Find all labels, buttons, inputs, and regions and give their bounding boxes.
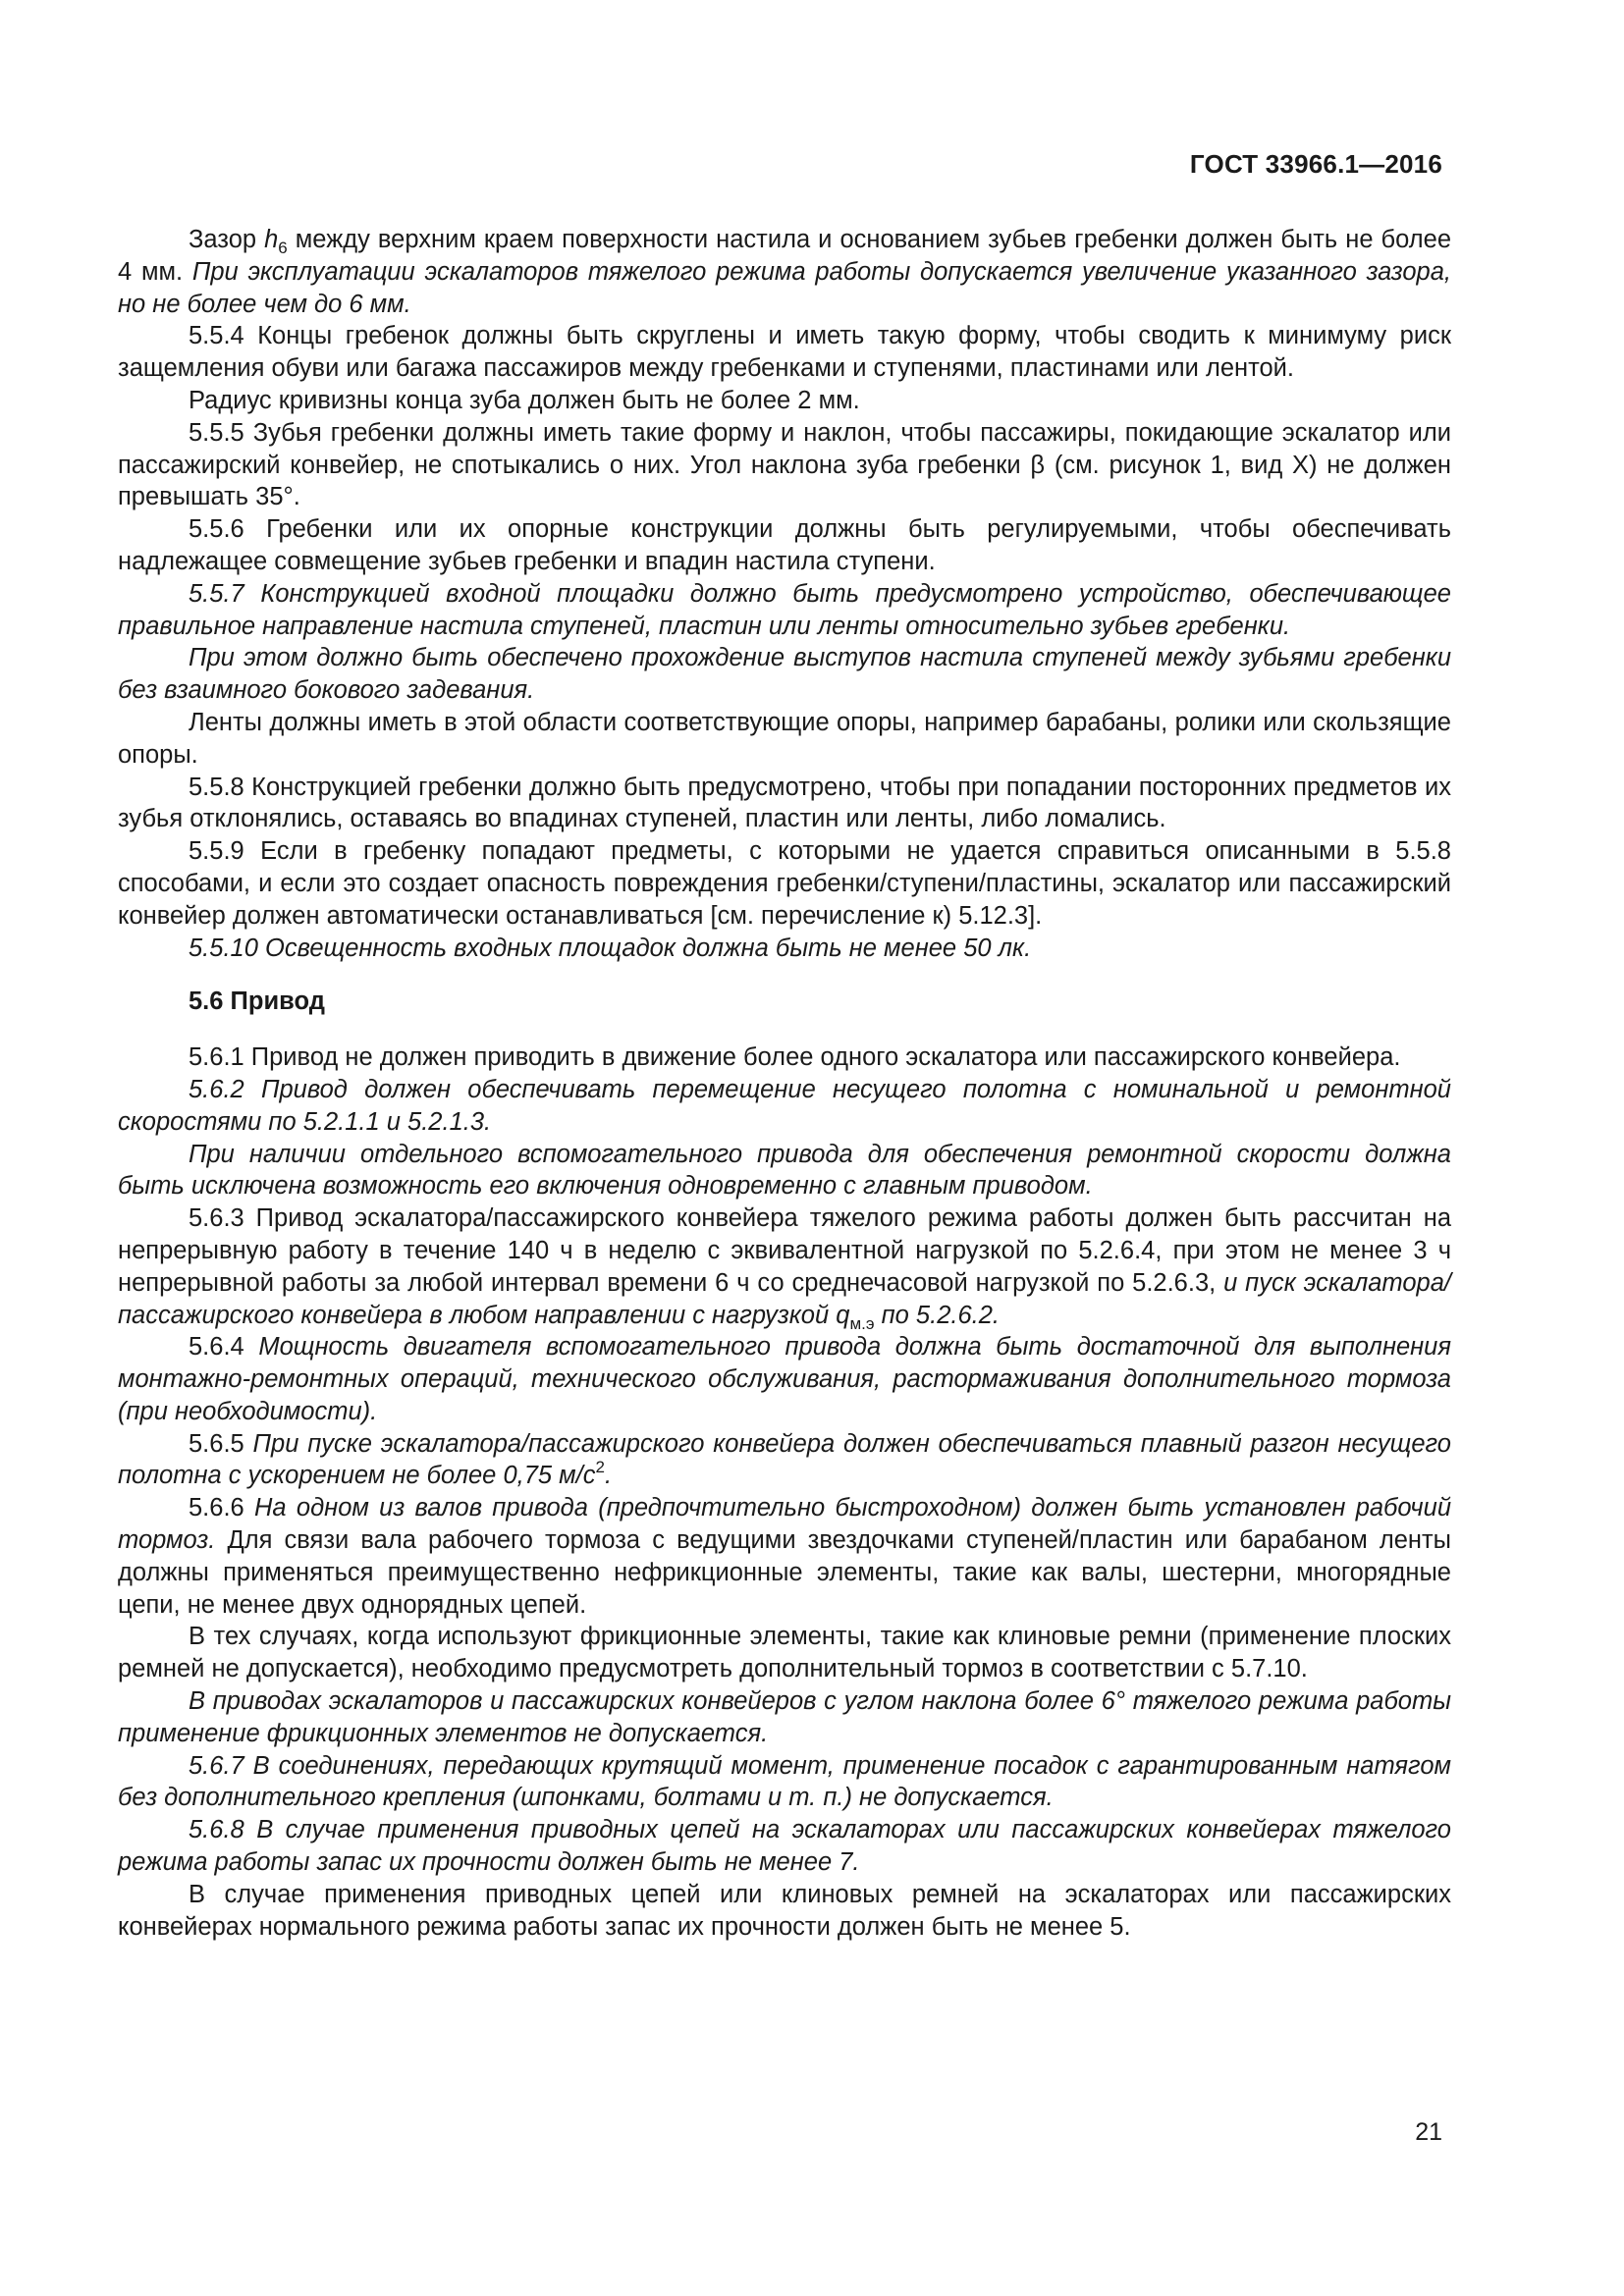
- italic-text-run: На одном из валов привода (предпочтительно быстроходном) должен быть установлен рабочий тормоз.: [118, 1494, 1451, 1555]
- subscript: м.э: [849, 1313, 875, 1333]
- text-run: Зазор: [189, 226, 265, 253]
- italic-text-run: 5.6.2 Привод должен обеспечивать перемещение несущего полотна с номинальной и ремонтной скоростями по 5.2.1.1 и 5.2.1.3.: [118, 1075, 1451, 1136]
- text-run: между верхним краем поверхности настила и основанием зубьев гребенки должен быть не более 4 мм.: [118, 226, 1451, 286]
- paragraph-5-6-2: [118, 1074, 1451, 1139]
- italic-text-run: В приводах эскалаторов и пассажирских конвейеров с углом наклона более 6° тяжелого режима работы применение фрикционных элементов не допускается.: [118, 1687, 1451, 1747]
- variable-q: q: [836, 1301, 850, 1329]
- paragraph-5-6-4: [118, 1331, 1451, 1427]
- clause-number: 5.6.6: [189, 1494, 255, 1522]
- paragraph-5-5-6: 5.5.6 Гребенки или их опорные конструкции должны быть регулируемыми, чтобы обеспечивать надлежащее совмещение зубьев гребенки и впадин настила ступени.: [118, 515, 1451, 575]
- paragraph-5-6-8: [118, 1814, 1451, 1879]
- paragraph-5-6-7: [118, 1750, 1451, 1815]
- page-number: 21: [1415, 2118, 1442, 2146]
- paragraph-5-5-7: [118, 578, 1451, 643]
- italic-text-run: .: [604, 1462, 613, 1490]
- italic-text-run: Мощность двигателя вспомогательного привода должна быть достаточной для выполнения монтажно-ремонтных операций, технического обслуживания, растормаживания дополнительного тормоза (при необходимости).: [118, 1333, 1451, 1425]
- section-heading-5-6: 5.6 Привод: [189, 988, 325, 1016]
- superscript: 2: [595, 1458, 605, 1477]
- paragraph-5-5-4: 5.5.4 Концы гребенок должны быть скруглены и иметь такую форму, чтобы сводить к минимуму риск защемления обуви или багажа пассажиров между гребенками и ступенями, пластинами или лентой.: [118, 322, 1451, 383]
- paragraph-friction-elements: В тех случаях, когда используют фрикционные элементы, такие как клиновые ремни (применение плоских ремней не допускается), необходимо предусмотреть дополнительный тормоз в соответствии с 5.7.10.: [118, 1623, 1451, 1683]
- paragraph-5-6-5: [118, 1428, 1451, 1493]
- paragraph-5-6-3: [118, 1202, 1451, 1331]
- paragraph-gap-h6: [118, 224, 1451, 320]
- text-run: Для связи вала рабочего тормоза с ведущими звездочками ступеней/пластин или барабаном ленты должны применяться преимущественно нефрикционные элементы, такие как валы, шестерни, многорядные цепи, не менее двух однорядных цепей.: [118, 1526, 1451, 1619]
- italic-text-run: При наличии отдельного вспомогательного привода для обеспечения ремонтной скорости должна быть исключена возможность его включения одновременно с главным приводом.: [118, 1140, 1451, 1201]
- paragraph-belt-supports: Ленты должны иметь в этой области соответствующие опоры, например барабаны, ролики или скользящие опоры.: [118, 708, 1451, 769]
- italic-text-run: 5.5.7 Конструкцией входной площадки должно быть предусмотрено устройство, обеспечивающее правильное направление настила ступеней, пластин или ленты относительно зубьев гребенки.: [118, 579, 1451, 640]
- paragraph-5-5-8: 5.5.8 Конструкцией гребенки должно быть предусмотрено, чтобы при попадании посторонних предметов их зубья отклонялись, оставаясь во впадинах ступеней, пластин или ленты, либо ломались.: [118, 773, 1451, 833]
- paragraph-tooth-radius: Радиус кривизны конца зуба должен быть не более 2 мм.: [189, 386, 860, 414]
- italic-text-run: 5.6.8 В случае применения приводных цепей на эскалаторах или пассажирских конвейерах тяжелого режима работы запас их прочности должен быть не менее 7.: [118, 1816, 1451, 1877]
- paragraph-5-5-10: [118, 933, 1451, 965]
- paragraph-auxiliary-drive: [118, 1139, 1451, 1203]
- paragraph-incline-restriction: [118, 1685, 1451, 1750]
- italic-text-run: по 5.2.6.2.: [874, 1301, 1000, 1329]
- variable-h: h: [264, 226, 279, 253]
- italic-text-run: 5.5.10 Освещенность входных площадок должна быть не менее 50 лк.: [189, 934, 1032, 962]
- paragraph-normal-duty-strength: В случае применения приводных цепей или клиновых ремней на эскалаторах или пассажирских конвейерах нормального режима работы запас их прочности должен быть не менее 5.: [118, 1880, 1451, 1941]
- clause-number: 5.6.5: [189, 1429, 253, 1458]
- paragraph-5-6-6: [118, 1492, 1451, 1621]
- subscript: 6: [278, 239, 288, 257]
- italic-text-run: При эксплуатации эскалаторов тяжелого режима работы допускается увеличение указанного зазора, но не более чем до 6 мм.: [118, 257, 1451, 318]
- italic-text-run: При пуске эскалатора/пассажирского конвейера должен обеспечиваться плавный разгон несущего полотна с ускорением не более 0,75 м/с: [118, 1429, 1451, 1490]
- paragraph-5-5-5: 5.5.5 Зубья гребенки должны иметь такие форму и наклон, чтобы пассажиры, покидающие эскалатор или пассажирский конвейер, не спотыкались о них. Угол наклона зуба гребенки β (см. рисунок 1, вид X) не должен превышать 35°.: [118, 418, 1451, 511]
- italic-text-run: При этом должно быть обеспечено прохождение выступов настила ступеней между зубьями гребенки без взаимного бокового задевания.: [118, 644, 1451, 705]
- paragraph-5-5-9: 5.5.9 Если в гребенку попадают предметы, с которыми не удается справиться описанными в 5.5.8 способами, и если это создает опасность повреждения гребенки/ступени/пластины, эскалатор или пассажирский конвейер должен автоматически останавливаться [см. перечисление к) 5.12.3].: [118, 837, 1451, 930]
- paragraph-5-5-7-cont: [118, 642, 1451, 707]
- text-run: 5.6.3 Привод эскалатора/пассажирского конвейера тяжелого режима работы должен быть рассчитан на непрерывную работу в течение 140 ч в неделю с эквивалентной нагрузкой по 5.2.6.4, при этом не менее 3 ч непрерывной работы за любой интервал времени 6 ч со среднечасовой нагрузкой по 5.2.6.3,: [118, 1204, 1451, 1297]
- clause-number: 5.6.4: [189, 1333, 259, 1362]
- italic-text-run: и пуск эскалатора/пассажирского конвейера в любом направлении с нагрузкой: [118, 1268, 1452, 1329]
- document-code-header: ГОСТ 33966.1—2016: [1189, 149, 1442, 179]
- document-body: [118, 224, 1451, 1943]
- paragraph-5-6-1: 5.6.1 Привод не должен приводить в движение более одного эскалатора или пассажирского конвейера.: [189, 1043, 1401, 1072]
- italic-text-run: 5.6.7 В соединениях, передающих крутящий момент, применение посадок с гарантированным натягом без дополнительного крепления (шпонками, болтами и т. п.) не допускается.: [118, 1751, 1451, 1812]
